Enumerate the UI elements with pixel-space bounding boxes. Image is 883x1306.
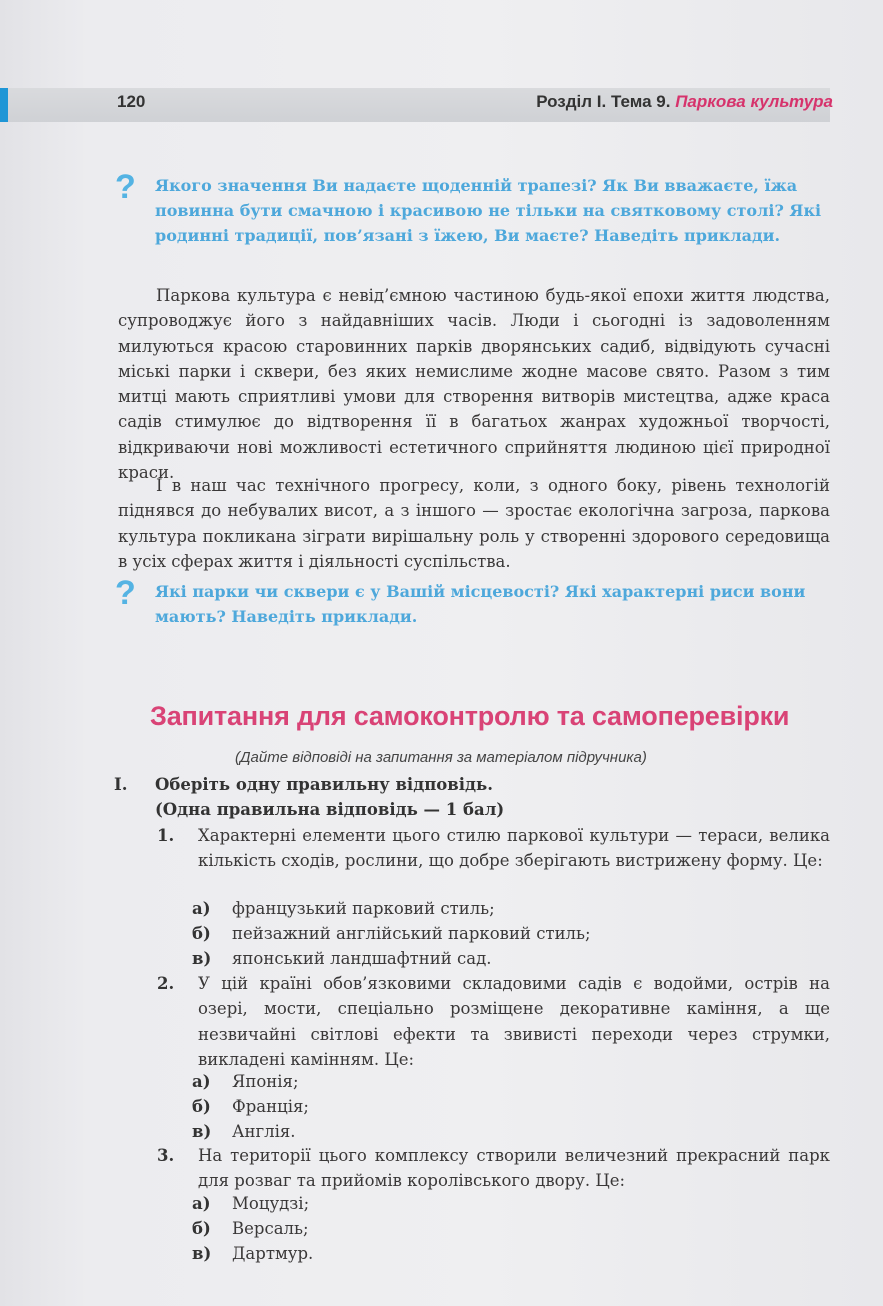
question-mark-icon: ? [115,574,136,612]
body-paragraph-2: І в наш час технічного прогресу, коли, з одного боку, рівень технологій піднявся до небувалих висот, а з іншого — зростає екологічна загроза, паркова культура покликана зіграти вирішальну роль у створенні здорового середовища в усіх сферах життя і діяльності суспільства. [118,476,830,571]
discussion-question-1: Якого значення Ви надаєте щоденній трапезі? Як Ви вважаєте, їжа повинна бути смачною і красивою не тільки на святковому столі? Які родинні традиції, пов’язані з їжею, Ви маєте? Наведіть приклади. [155,176,822,245]
option-text: французький парковий стиль; [232,899,495,918]
option-text: японський ландшафтний сад. [232,949,492,968]
option-letter: б) [192,1097,211,1116]
option-letter: б) [192,924,211,943]
option-text: Моцудзі; [232,1194,310,1213]
task-scoring: (Одна правильна відповідь — 1 бал) [155,800,505,819]
page-number: 120 [117,92,146,111]
option-letter: б) [192,1219,211,1238]
option-text: Японія; [232,1072,299,1091]
option-letter: а) [192,899,211,918]
discussion-question-2: Які парки чи сквери є у Вашій місцевості? Які характерні риси вони мають? Наведіть приклади. [155,582,806,626]
task-instruction: Оберіть одну правильну відповідь. [155,775,493,794]
option-letter: а) [192,1194,211,1213]
option-text: пейзажний англійський парковий стиль; [232,924,591,943]
question-text: У цій країні обов’язковими складовими садів є водойми, острів на озері, мости, спеціально розміщене декоративне каміння, а ще незвичайні світлові ефекти та звивисті переходи через струмки, викладені камінням. Це: [198,974,830,1069]
page-edge-marker [0,88,8,122]
question-number: 3. [157,1146,175,1165]
option-letter: а) [192,1072,211,1091]
task-number: I. [114,775,128,794]
option-letter: в) [192,1122,212,1141]
option-text: Версаль; [232,1219,309,1238]
option-text: Дартмур. [232,1244,314,1263]
question-text: Характерні елементи цього стилю паркової культури — тераси, велика кількість сходів, рослини, що добре зберігають вистрижену форму. Це: [198,826,830,871]
topic-title: Паркова культура [675,92,833,111]
option-letter: в) [192,1244,212,1263]
option-text: Франція; [232,1097,309,1116]
body-paragraph-1: Паркова культура є невід’ємною частиною будь-якої епохи життя людства, супроводжує його з найдавніших часів. Люди і сьогодні із задоволенням милуються красою старовинних парків дворянських садиб, відвідують сучасні міські парки і сквери, без яких немислиме жодне масове свято. Разом з тим митці мають сприятливі умови для створення витворів мистецтва, адже краса садів стимулює до відтворення її в багатьох жанрах художньої творчості, відкриваючи нові можливості естетичного сприйняття людиною цієї природної краси. [118,286,830,483]
section-label: Розділ І. Тема 9. [536,92,671,111]
question-text: На території цього комплексу створили величезний прекрасний парк для розваг та прийомів королівського двору. Це: [198,1146,830,1191]
section-title: Запитання для самоконтролю та самоперевірки [150,701,790,731]
option-letter: в) [192,949,212,968]
question-mark-icon: ? [115,168,136,206]
option-text: Англія. [232,1122,296,1141]
running-head [536,92,833,112]
question-number: 2. [157,974,175,993]
section-note: (Дайте відповіді на запитання за матеріалом підручника) [235,749,647,766]
question-number: 1. [157,826,175,845]
